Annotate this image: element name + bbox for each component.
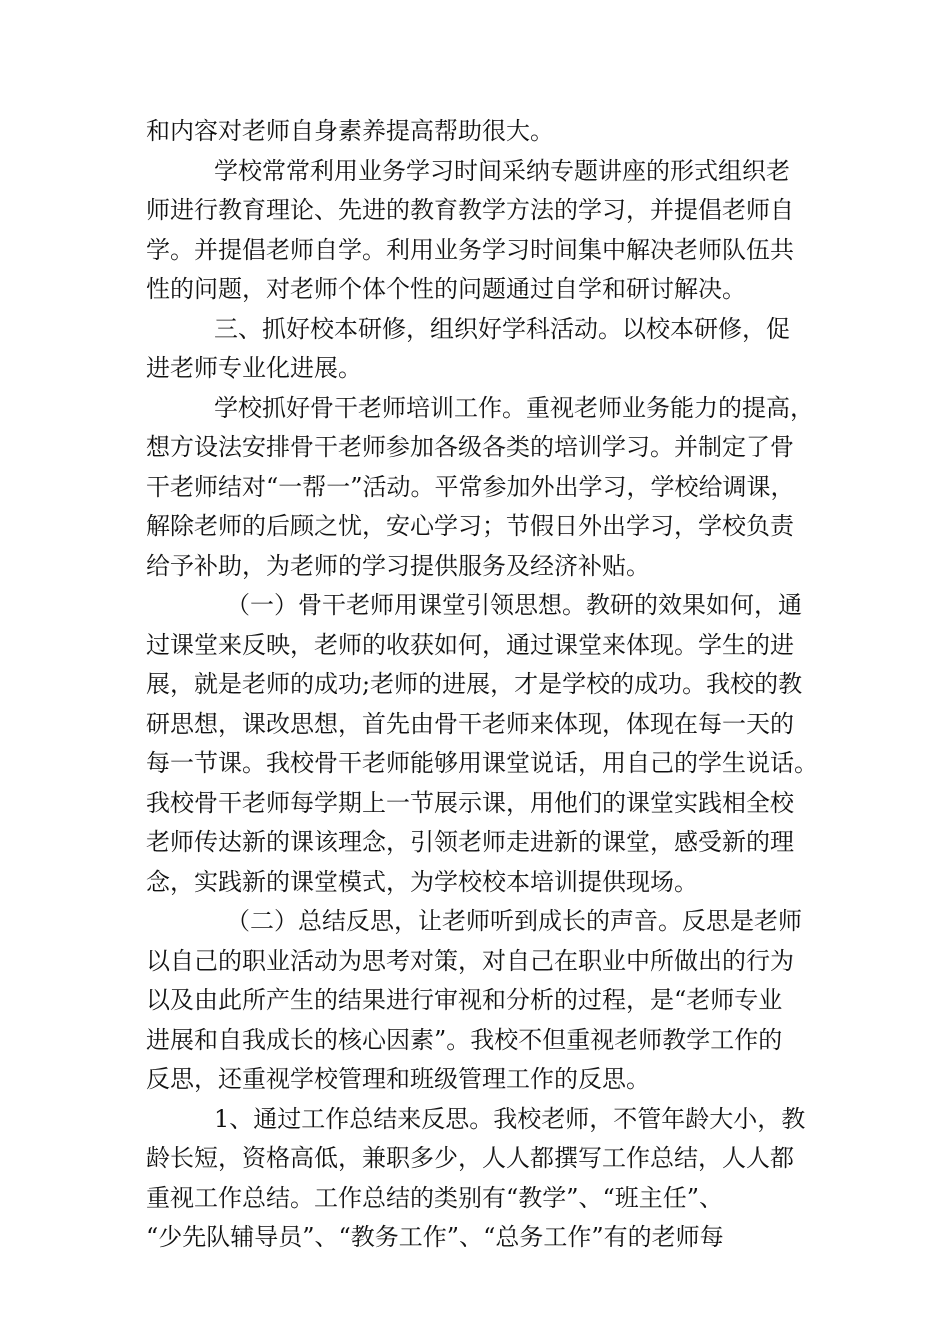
text-line: 过课堂来反映，老师的收获如何，通过课堂来体现。学生的进 xyxy=(146,630,794,659)
text-line: 性的问题，对老师个体个性的问题通过自学和研讨解决。 xyxy=(146,275,746,303)
text-line: 反思，还重视学校管理和班级管理工作的反思。 xyxy=(146,1065,650,1093)
text-line: 进老师专业化进展。 xyxy=(146,354,362,382)
text-line: 龄长短，资格高低，兼职多少，人人都撰写工作总结，人人都 xyxy=(146,1144,794,1172)
text-line: 解除老师的后顾之忧，安心学习；节假日外出学习，学校负责 xyxy=(146,512,794,540)
text-line: 以及由此所产生的结果进行审视和分析的过程，是“老师专业 xyxy=(146,986,783,1014)
text-line: 学校常常利用业务学习时间采纳专题讲座的形式组织老 xyxy=(214,156,790,185)
text-line: （二）总结反思，让老师听到成长的声音。反思是老师 xyxy=(226,907,802,935)
text-line: 老师传达新的课该理念，引领老师走进新的课堂，感受新的理 xyxy=(146,828,794,856)
text-line: 每一节课。我校骨干老师能够用课堂说话，用自己的学生说话。 xyxy=(146,749,818,777)
text-line: 念，实践新的课堂模式，为学校校本培训提供现场。 xyxy=(146,867,698,896)
text-line: 以自己的职业活动为思考对策，对自己在职业中所做出的行为 xyxy=(146,946,794,975)
text-line: 想方设法安排骨干老师参加各级各类的培训学习。并制定了骨 xyxy=(146,433,794,461)
text-line: 给予补助，为老师的学习提供服务及经济补贴。 xyxy=(146,551,650,580)
text-line: 重视工作总结。工作总结的类别有“教学”、“班主任”、 xyxy=(146,1183,724,1212)
text-line: “少先队辅导员”、“教务工作”、“总务工作”有的老师每 xyxy=(146,1223,724,1251)
text-line: 干老师结对“一帮一”活动。平常参加外出学习，学校给调课， xyxy=(146,472,795,501)
document-body-text xyxy=(146,112,818,1258)
text-line: 学。并提倡老师自学。利用业务学习时间集中解决老师队伍共 xyxy=(146,235,794,264)
text-line: 1、通过工作总结来反思。我校老师，不管年龄大小，教 xyxy=(214,1104,806,1133)
text-line: 学校抓好骨干老师培训工作。重视老师业务能力的提高， xyxy=(214,393,814,422)
text-line: 师进行教育理论、先进的教育教学方法的学习，并提倡老师自 xyxy=(146,196,794,224)
text-line: 三、抓好校本研修，组织好学科活动。以校本研修，促 xyxy=(214,314,790,343)
text-line: 和内容对老师自身素养提高帮助很大。 xyxy=(146,117,554,145)
text-line: 展，就是老师的成功;老师的进展，才是学校的成功。我校的教 xyxy=(146,670,803,698)
text-line: 我校骨干老师每学期上一节展示课，用他们的课堂实践相全校 xyxy=(146,788,794,817)
text-line: （一）骨干老师用课堂引领思想。教研的效果如何，通 xyxy=(226,591,802,619)
text-line: 研思想，课改思想，首先由骨干老师来体现，体现在每一天的 xyxy=(146,709,794,738)
text-line: 进展和自我成长的核心因素”。我校不但重视老师教学工作的 xyxy=(146,1025,783,1054)
